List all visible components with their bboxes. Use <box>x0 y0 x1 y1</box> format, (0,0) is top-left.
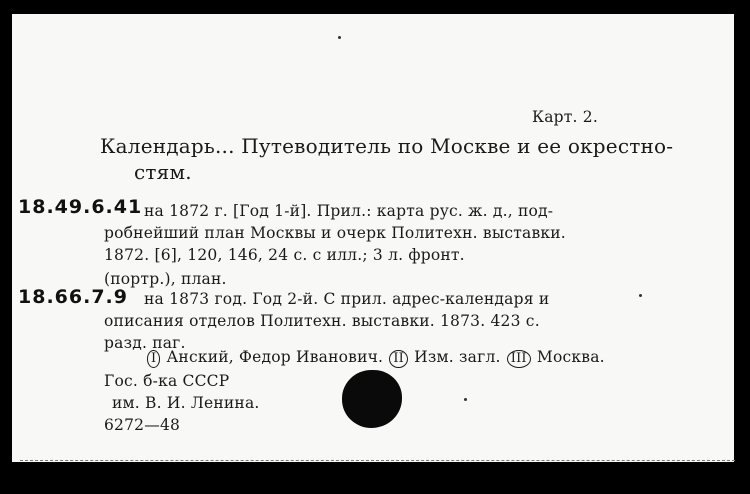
catalog-card <box>12 14 734 462</box>
tracing-text-1: Анский, Федор Иванович. <box>166 348 384 366</box>
tracing-mark-1: I <box>147 350 160 368</box>
tracing-text-3: Москва. <box>536 348 605 366</box>
tracing-line <box>146 348 605 368</box>
entry2-line2: описания отделов Политехн. выставки. 1873. 423 с. <box>104 312 540 330</box>
card-title-line1: Календарь... Путеводитель по Москве и ее окрестно- <box>100 134 674 158</box>
call-number-2: 18.66.7.9 <box>18 286 128 308</box>
entry2-line3: разд. паг. <box>104 334 186 352</box>
call-number-1: 18.49.6.41 <box>18 196 143 218</box>
ink-blot <box>342 370 402 428</box>
shelf-mark: Карт. 2. <box>532 108 598 126</box>
library-line1: Гос. б-ка СССР <box>104 372 230 390</box>
entry1-line1: на 1872 г. [Год 1-й]. Прил.: карта рус. ж. д., под- <box>144 202 554 220</box>
dust-speck <box>464 398 467 401</box>
dust-speck <box>338 36 341 39</box>
tracing-text-2: Изм. загл. <box>414 348 501 366</box>
entry2-line1: на 1873 год. Год 2-й. С прил. адрес-календаря и <box>144 290 550 308</box>
dust-speck <box>639 294 642 297</box>
card-title-line2: стям. <box>134 160 192 184</box>
entry1-line2: робнейший план Москвы и очерк Политехн. выставки. <box>104 224 566 242</box>
entry1-line4: (портр.), план. <box>104 270 227 288</box>
tracing-mark-3: III <box>507 350 531 368</box>
tracing-mark-2: II <box>389 350 408 368</box>
entry1-line3: 1872. [6], 120, 146, 24 с. с илл.; 3 л. фронт. <box>104 246 465 264</box>
card-edge-line <box>20 460 735 461</box>
print-number: 6272—48 <box>104 416 181 434</box>
library-line2: им. В. И. Ленина. <box>112 394 260 412</box>
